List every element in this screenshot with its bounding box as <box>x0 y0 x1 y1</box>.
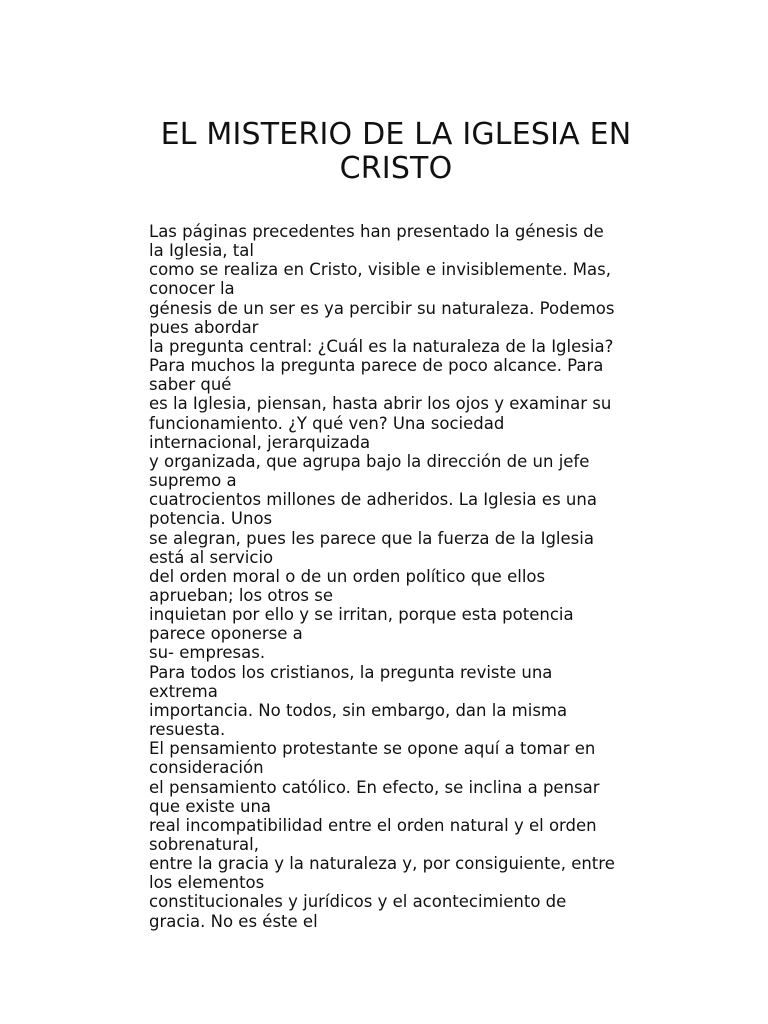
text-line: parece oponerse a <box>149 624 303 644</box>
text-line: los elementos <box>149 873 265 893</box>
text-line: resuesta. <box>149 720 226 740</box>
text-line: es la Iglesia, piensan, hasta abrir los ojos y examinar su <box>149 394 612 414</box>
text-line: la pregunta central: ¿Cuál es la naturaleza de la Iglesia? <box>149 336 614 356</box>
text-line: constitucionales y jurídicos y el acontecimiento de <box>149 892 567 912</box>
text-line: El pensamiento protestante se opone aquí a tomar en <box>149 739 596 759</box>
text-line: pues abordar <box>149 317 259 337</box>
text-line: del orden moral o de un orden político que ellos <box>149 566 546 586</box>
title-line: CRISTO <box>339 151 453 186</box>
body-text <box>149 222 659 931</box>
text-line: supremo a <box>149 471 237 491</box>
text-line: funcionamiento. ¿Y qué ven? Una sociedad <box>149 413 505 433</box>
text-line: cuatrocientos millones de adheridos. La Iglesia es una <box>149 490 597 510</box>
text-line: la Iglesia, tal <box>149 241 254 261</box>
text-line: el pensamiento católico. En efecto, se inclina a pensar <box>149 777 600 797</box>
text-line: génesis de un ser es ya percibir su naturaleza. Podemos <box>149 298 615 318</box>
text-line: Las páginas precedentes han presentado la génesis de <box>149 222 604 241</box>
text-line: y organizada, que agrupa bajo la dirección de un jefe <box>149 451 590 471</box>
text-line: importancia. No todos, sin embargo, dan la misma <box>149 700 568 720</box>
text-line: conocer la <box>149 279 235 299</box>
text-line: sobrenatural, <box>149 835 259 854</box>
text-line: gracia. No es éste el <box>149 911 318 931</box>
text-line: su- empresas. <box>149 643 266 663</box>
text-line: aprueban; los otros se <box>149 585 334 605</box>
text-line: entre la gracia y la naturaleza y, por consiguiente, entre <box>149 854 615 874</box>
text-line: que existe una <box>149 796 272 816</box>
text-line: como se realiza en Cristo, visible e invisiblemente. Mas, <box>149 260 611 280</box>
document-title <box>140 118 652 186</box>
title-line: EL MISTERIO DE LA IGLESIA EN <box>160 117 632 152</box>
text-line: se alegran, pues les parece que la fuerza de la Iglesia <box>149 528 594 548</box>
text-line: real incompatibilidad entre el orden natural y el orden <box>149 815 597 835</box>
text-line: inquietan por ello y se irritan, porque esta potencia <box>149 605 574 625</box>
text-line: Para todos los cristianos, la pregunta reviste una <box>149 662 553 682</box>
text-line: saber qué <box>149 375 232 395</box>
text-line: consideración <box>149 758 264 778</box>
text-line: potencia. Unos <box>149 509 273 529</box>
text-line: extrema <box>149 681 218 701</box>
text-line: Para muchos la pregunta parece de poco alcance. Para <box>149 356 604 376</box>
text-line: internacional, jerarquizada <box>149 432 371 452</box>
text-line: está al servicio <box>149 547 274 567</box>
